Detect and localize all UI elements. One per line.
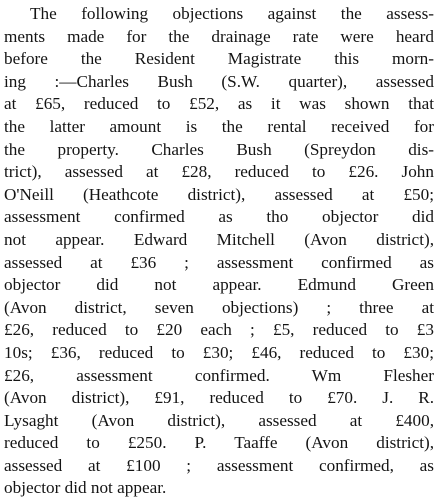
article-line: £26, reduced to £20 each ; £5, reduced to £3 — [4, 320, 434, 340]
article-line: (Avon district, seven objections) ; three at — [4, 297, 434, 317]
article-line: objector did not appear. Edmund Green — [4, 275, 434, 295]
article-line: O'Neill (Heathcote district), assessed at £50; — [4, 184, 434, 204]
article-line: assessment confirmed as tho objector did — [4, 207, 434, 227]
article-line: assessed at £100 ; assessment confirmed, as — [4, 455, 434, 475]
article-line: the latter amount is the rental received for — [4, 116, 434, 136]
article-line: at £65, reduced to £52, as it was shown that — [4, 94, 434, 114]
article-line: the property. Charles Bush (Spreydon dis- — [4, 139, 434, 159]
article-line: Lysaght (Avon district), assessed at £400, — [4, 410, 434, 430]
article-line: £26, assessment confirmed. Wm Flesher — [4, 365, 434, 385]
article-line: ments made for the drainage rate were heard — [4, 26, 434, 46]
article-line: objector did not appear. — [4, 478, 167, 498]
article-line: assessed at £36 ; assessment confirmed as — [4, 252, 434, 272]
article-line: reduced to £250. P. Taaffe (Avon district), — [4, 433, 434, 453]
article-line: The following objections against the assess- — [30, 4, 434, 23]
article-line: trict), assessed at £28, reduced to £26. John — [4, 162, 434, 182]
article-line: 10s; £36, reduced to £30; £46, reduced to £30; — [4, 342, 434, 362]
article-line: (Avon district), £91, reduced to £70. J. R. — [4, 388, 434, 408]
article-line: before the Resident Magistrate this morn- — [4, 49, 434, 69]
article-line: not appear. Edward Mitchell (Avon district), — [4, 229, 434, 249]
article-line: ing :—Charles Bush (S.W. quarter), assessed — [4, 71, 434, 91]
